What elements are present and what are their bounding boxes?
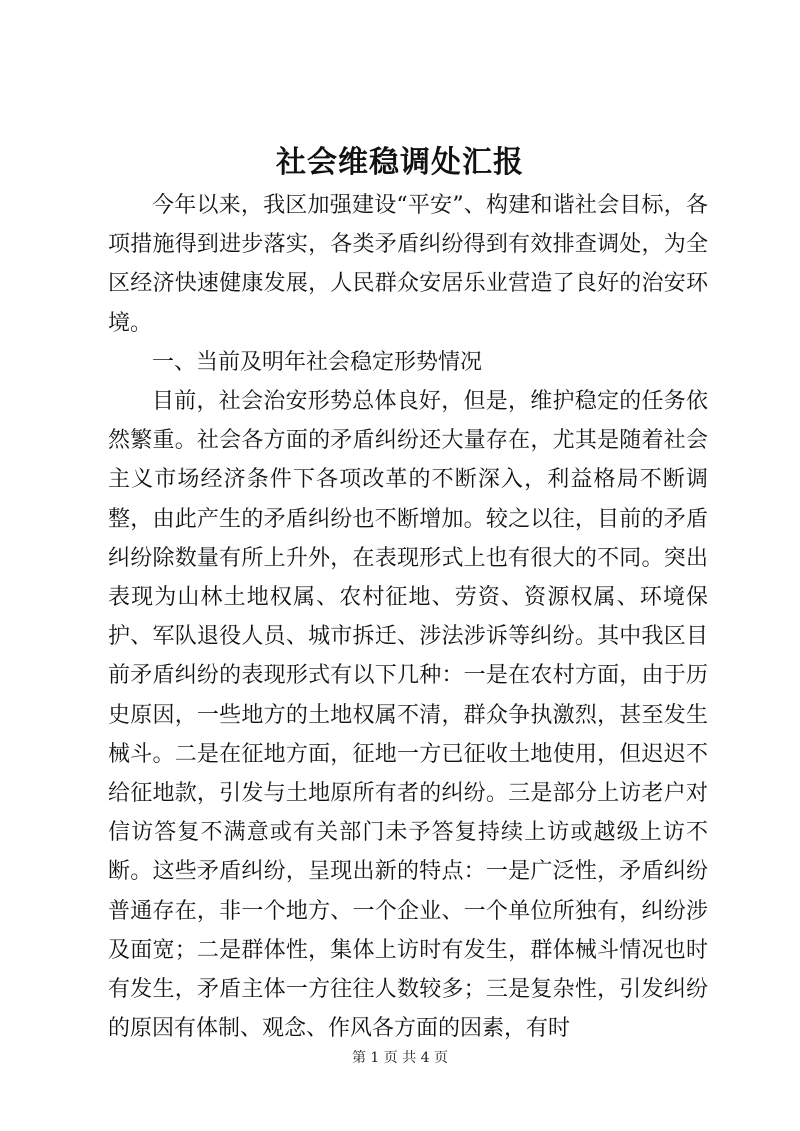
paragraph-situation: 目前，社会治安形势总体良好，但是，维护稳定的任务依然繁重。社会各方面的矛盾纠纷还大量存在，尤其是随着社会主义市场经济条件下各项改革的不断深入，利益格局不断调整，由此产生的矛盾纠纷也不断增加。较之以往，目前的矛盾纠纷除数量有所上升外，在表现形式上也有很大的不同。突出表现为山林土地权属、农村征地、劳资、资源权属、环境保护、军队退役人员、城市拆迁、涉法涉诉等纠纷。其中我区目前矛盾纠纷的表现形式有以下几种：一是在农村方面，由于历史原因，一些地方的土地权属不清，群众争执激烈，甚至发生械斗。二是在征地方面，征地一方已征收土地使用，但迟迟不给征地款，引发与土地原所有者的纠纷。三是部分上访老户对信访答复不满意或有关部门未予答复持续上访或越级上访不断。这些矛盾纠纷，呈现出新的特点：一是广泛性，矛盾纠纷普通存在，非一个地方、一个企业、一个单位所独有，纠纷涉及面宽；二是群体性，集体上访时有发生，群体械斗情况也时有发生，矛盾主体一方往往人数较多；三是复杂性，引发纠纷的原因有体制、观念、作风各方面的因素，有时 [108,389,708,1042]
paragraph-intro: 今年以来，我区加强建设“平安”、构建和谐社会目标，各项措施得到进步落实，各类矛盾纠纷得到有效排查调处，为全区经济快速健康发展，人民群众安居乐业营造了良好的治安环境。 [108,193,708,336]
page-number-footer: 第 1 页 共 4 页 [351,1050,449,1066]
document-body [108,186,708,1048]
section-heading: 一、当前及明年社会稳定形势情况 [152,349,483,375]
document-title: 社会维稳调处汇报 [276,145,524,180]
